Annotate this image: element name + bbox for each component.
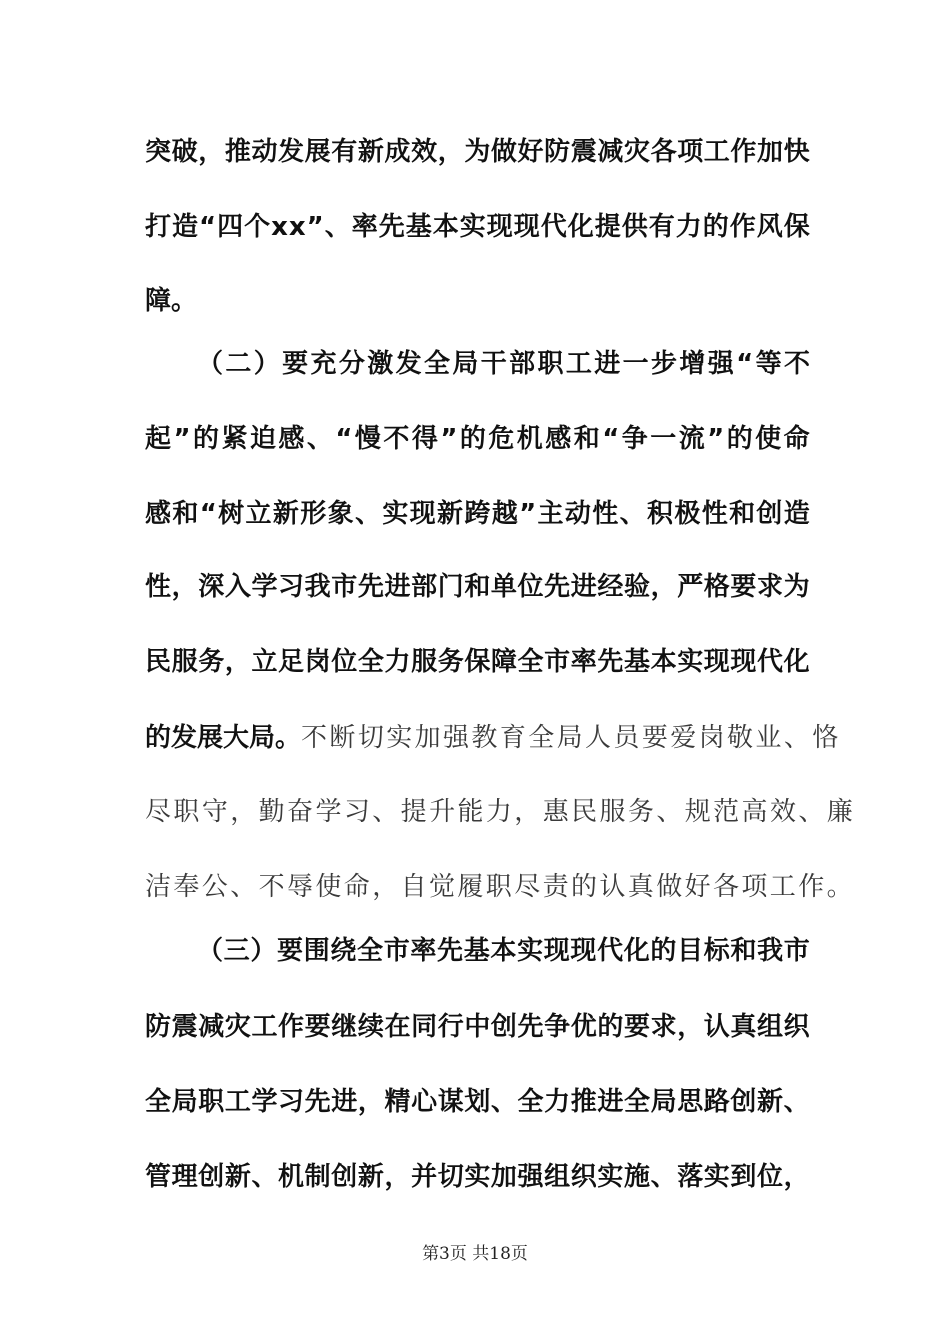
- paragraph-line: 洁奉公、不辱使命，自觉履职尽责的认真做好各项工作。: [145, 872, 856, 902]
- regular-sentence: 不断切实加强教育全局人员要爱岗敬业、恪: [301, 723, 841, 753]
- paragraph-line: 突 破 ， 推 动 发 展 有 新 成 效 ， 为 做 好 防 震 减 灾 各 项 工 作 加 快: [145, 137, 810, 167]
- paragraph-line: 打 造 “ 四 个 x x ” 、 率 先 基 本 实 现 现 代 化 提 供 有 力 的 作 风 保: [145, 212, 810, 242]
- paragraph-line: 全 局 职 工 学 习 先 进 ， 精 心 谋 划 、 全 力 推 进 全 局 思 路 创 新 、: [145, 1087, 810, 1117]
- paragraph-line: 障。: [145, 286, 198, 316]
- paragraph-line: 防 震 减 灾 工 作 要 继 续 在 同 行 中 创 先 争 优 的 要 求 ， 认 真 组 织: [145, 1012, 810, 1042]
- paragraph-line: 民 服 务 ， 立 足 岗 位 全 力 服 务 保 障 全 市 率 先 基 本 实 现 现 代 化: [145, 647, 810, 677]
- paragraph-line: （ 二 ） 要 充 分 激 发 全 局 干 部 职 工 进 一 步 增 强 “ 等 不: [197, 349, 810, 379]
- paragraph-line: 性 ， 深 入 学 习 我 市 先 进 部 门 和 单 位 先 进 经 验 ， 严 格 要 求 为: [145, 572, 810, 602]
- page-footer: 第3页 共18页: [422, 1244, 528, 1264]
- paragraph-line: 起 ” 的 紧 迫 感 、 “ 慢 不 得 ” 的 危 机 感 和 “ 争 一 流 ” 的 使 命: [145, 424, 810, 454]
- paragraph-line-mixed: [145, 721, 841, 755]
- paragraph-line: 管 理 创 新 、 机 制 创 新 ， 并 切 实 加 强 组 织 实 施 、 落 实 到 位 ，: [145, 1162, 810, 1192]
- paragraph-line: 感 和 “ 树 立 新 形 象 、 实 现 新 跨 越 ” 主 动 性 、 积 极 性 和 创 造: [145, 499, 810, 529]
- paragraph-line: （ 三 ） 要 围 绕 全 市 率 先 基 本 实 现 现 代 化 的 目 标 和 我 市: [197, 936, 810, 966]
- paragraph-line: 尽 职 守 ， 勤 奋 学 习 、 提 升 能 力 ， 惠 民 服 务 、 规 范 高 效 、 廉: [145, 797, 856, 827]
- bold-sentence: 的发展大局。: [145, 723, 302, 753]
